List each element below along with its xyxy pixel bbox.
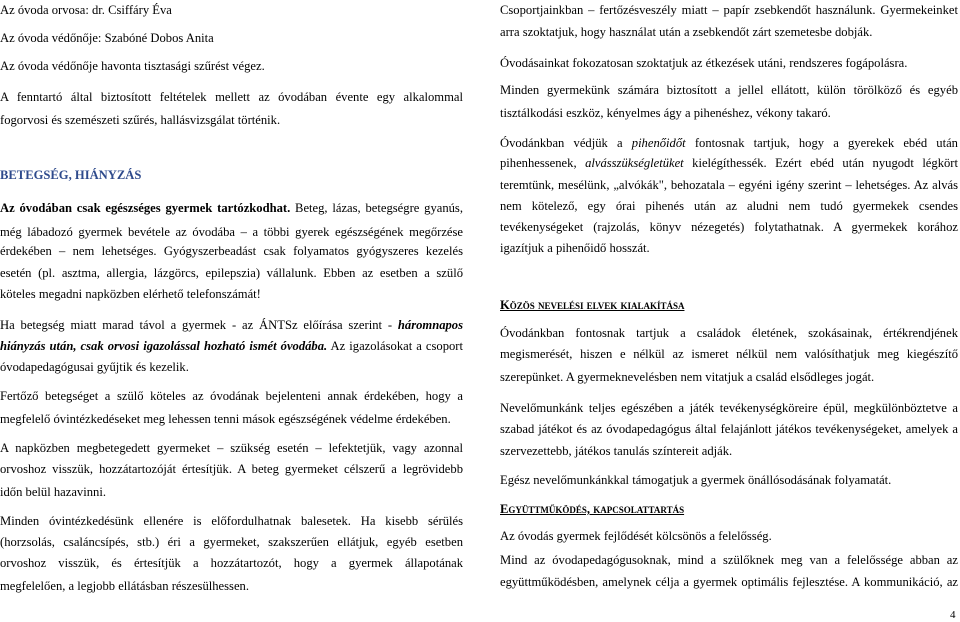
paragraph-line: A fenntartó által biztosított feltételek mellett az óvodában évente egy alkalommal bbox=[0, 90, 463, 104]
paragraph-line: orvoshoz visszük, és értesítjük a hozzátartozót, hogy a gyermek állapotának bbox=[0, 556, 463, 570]
paragraph-line: Mind az óvodapedagógusoknak, mind a szülőknek meg van a felelőssége abban az bbox=[500, 553, 958, 567]
paragraph-line: megfelelő óvintézkedéseket meg lehessen tenni mások egészségének védelme érdekében. bbox=[0, 412, 451, 426]
paragraph-line: igazítjuk a pihenőidő hosszát. bbox=[500, 241, 650, 255]
paragraph-line: érdekében – nem lehetséges. Gyógyszerbeadást csak folyamatos gyógyszeres kezelés bbox=[0, 244, 463, 258]
paragraph-line: Az óvodás gyermek fejlődését kölcsönös a felelősség. bbox=[500, 529, 772, 543]
paragraph-line: Óvodásainkat fokozatosan szoktatjuk az étkezések utáni, rendszeres fogápolásra. bbox=[500, 56, 908, 70]
text-span: pihenhessenek, bbox=[500, 156, 586, 170]
text-span: kielégíthessék. Ezért ebéd után nyugodt légkört bbox=[683, 156, 958, 170]
paragraph-line: óvodapedagógusai gyűjtik és kezelik. bbox=[0, 360, 189, 374]
paragraph-line: Csoportjainkban – fertőzésveszély miatt – papír zsebkendőt használunk. Gyermekeinket bbox=[500, 3, 958, 17]
nurse-line: Az óvoda védőnője: Szabóné Dobos Anita bbox=[0, 31, 214, 45]
text-span: Beteg, lázas, betegségre gyanús, bbox=[290, 201, 463, 215]
paragraph-line: szervezettebb, játékos tanulás színtereit adják. bbox=[500, 444, 733, 458]
paragraph-line: időn belül hazavinni. bbox=[0, 485, 106, 499]
paragraph-line: A napközben megbetegedett gyermeket – szükség esetén – lefektetjük, vagy azonnal bbox=[0, 441, 463, 455]
paragraph-line: Nevelőmunkánk teljes egészében a játék tevékenységköreire épül, megkülönböztetve a bbox=[500, 401, 958, 415]
text-span: Ha betegség miatt marad távol a gyermek - az ÁNTSz előírása szerint - bbox=[0, 318, 398, 332]
emphasis-span: hiányzás után, csak orvosi igazolással hozható ismét óvodába. bbox=[0, 339, 328, 353]
text-span: Óvodánkban védjük a bbox=[500, 136, 632, 150]
paragraph-line: Minden gyermekünk számára biztosított a jellel ellátott, külön törölköző és egyéb bbox=[500, 83, 958, 97]
paragraph-line bbox=[0, 318, 463, 333]
paragraph-line: Egész nevelőmunkánkkal támogatjuk a gyermek önállósodásának folyamatát. bbox=[500, 473, 892, 487]
paragraph-line: arra szoktatjuk, hogy használat után a zsebkendőt zárt szemetesbe dobják. bbox=[500, 25, 873, 39]
emphasis-span: háromnapos bbox=[397, 318, 463, 332]
paragraph-line: orvoshoz visszük, hozzátartozóját értesítjük. A beteg gyermeket célszerű a legrövidebb bbox=[0, 462, 463, 476]
doctor-line: Az óvoda orvosa: dr. Csiffáry Éva bbox=[0, 3, 172, 17]
paragraph-line bbox=[0, 201, 463, 216]
paragraph-line: megismerését, hiszen e nélkül az ismeret nélkül nem valósíthatjuk meg kiegészítő bbox=[500, 347, 958, 361]
paragraph-line: esetén (pl. asztma, allergia, lázgörcs, epilepszia) vállalunk. Ebben az esetben a szülő bbox=[0, 266, 463, 280]
page-number: 4 bbox=[950, 609, 956, 621]
paragraph-line: szerepünket. A gyermeknevelésben nem vitatjuk a család elsődleges jogát. bbox=[500, 370, 875, 384]
paragraph-line: tisztálkodási eszköz, kényelmes ágy a pihenéshez, vékony takaró. bbox=[500, 106, 831, 120]
paragraph-line: (horzsolás, csaláncsípés, stb.) éri a gyermeket, szakszerűen ellátjuk, egyéb esetben bbox=[0, 535, 463, 549]
section-heading-cooperation: Együttműködés, kapcsolattartás bbox=[500, 502, 685, 516]
paragraph-line: köteles megadni napközben elérhető telefonszámát! bbox=[0, 287, 261, 301]
paragraph-line: együttműködésben, amelynek célja a gyermek optimális fejlesztése. A kommunikáció, az bbox=[500, 575, 958, 589]
text-span: Az igazolásokat a csoport bbox=[327, 339, 463, 353]
paragraph-line: Óvodánkban fontosnak tartjuk a családok életének, szokásainak, értékrendjének bbox=[500, 326, 958, 340]
bold-statement: Az óvodában csak egészséges gyermek tartózkodhat. bbox=[0, 201, 291, 215]
paragraph-line: szabad játékot és az óvodapedagógus által felajánlott játékos tevékenységeket, amelyek a bbox=[500, 422, 958, 436]
section-heading-common-principles: Közös nevelési elvek kialakítása bbox=[500, 298, 685, 312]
paragraph-line: még lábadozó gyermek bevétele az óvodába – a többi gyerek egészségének megőrzése bbox=[0, 225, 463, 239]
paragraph-line: teremtünk, mesélünk, „alvókák", behozatala – egyéni igény szerint – lehetséges. Az alvás bbox=[500, 178, 958, 192]
paragraph-line bbox=[500, 136, 958, 151]
paragraph-line bbox=[500, 156, 958, 171]
paragraph-line: fogorvosi és szemészeti szűrés, hallásvizsgálat történik. bbox=[0, 113, 281, 127]
section-heading-illness: BETEGSÉG, HIÁNYZÁS bbox=[0, 168, 142, 182]
paragraph-line: megfelelően, a legjobb ellátásban részesülhessen. bbox=[0, 579, 249, 593]
italic-span: pihenőidőt bbox=[631, 136, 686, 150]
paragraph-line: tevékenységeket (rajzolás, könyv nézegetés) folytathatnak. A gyermekek korához bbox=[500, 220, 958, 234]
text-span: fontosnak tartjuk, hogy a gyerekek ebéd után bbox=[685, 136, 958, 150]
paragraph-line: nem kötelező, egy órai pihenés után az aludni nem tudó gyermekek csendes bbox=[500, 199, 958, 213]
paragraph-line bbox=[0, 339, 463, 354]
paragraph-line: Fertőző betegséget a szülő köteles az óvodának bejelenteni annak érdekében, hogy a bbox=[0, 389, 463, 403]
italic-span: alvásszükségletüket bbox=[585, 156, 684, 170]
nurse-screening-line: Az óvoda védőnője havonta tisztasági szűrést végez. bbox=[0, 59, 265, 73]
paragraph-line: Minden óvintézkedésünk ellenére is előfordulhatnak balesetek. Ha kisebb sérülés bbox=[0, 514, 463, 528]
